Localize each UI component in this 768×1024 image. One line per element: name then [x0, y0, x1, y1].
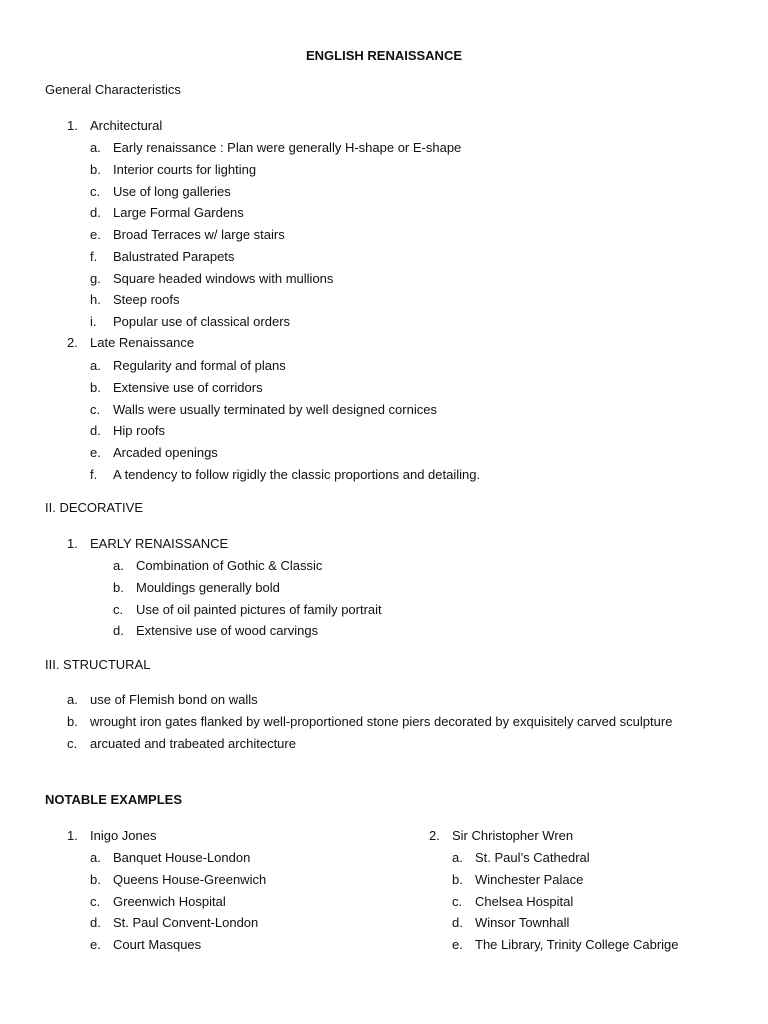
list-number: 1.	[67, 536, 78, 551]
list-marker: e.	[452, 937, 463, 953]
list-marker: a.	[452, 850, 463, 865]
list-item	[0, 226, 768, 244]
list-item-text: Interior courts for lighting	[113, 161, 257, 177]
list-item	[0, 270, 768, 288]
list-item-text: Steep roofs	[113, 292, 180, 308]
list-marker: e.	[90, 937, 101, 953]
list-item	[0, 313, 768, 331]
inigo-jones-item	[0, 827, 384, 845]
list-item	[0, 557, 768, 575]
list-marker: a.	[113, 558, 124, 573]
list-item	[0, 139, 768, 157]
list-item	[0, 204, 768, 222]
list-marker: b.	[90, 161, 101, 177]
list-item-text: Court Masques	[113, 937, 202, 953]
list-marker: g.	[90, 270, 101, 286]
list-marker: f.	[90, 248, 98, 264]
list-marker: a.	[67, 692, 78, 707]
list-marker: h.	[90, 292, 101, 308]
list-item	[0, 871, 768, 889]
list-item	[0, 735, 768, 753]
christopher-wren-item	[384, 827, 768, 845]
list-item-text: Balustrated Parapets	[113, 248, 235, 264]
list-number: 1.	[67, 828, 78, 843]
list-item	[0, 713, 768, 731]
list-item-text: Mouldings generally bold	[136, 579, 280, 595]
list-marker: b.	[113, 579, 124, 595]
list-item-text: Arcaded openings	[113, 445, 218, 461]
list-item-label: EARLY RENAISSANCE	[90, 536, 229, 551]
list-marker: e.	[90, 227, 101, 242]
list-marker: b.	[90, 379, 101, 395]
general-characteristics-heading: General Characteristics	[45, 82, 181, 97]
list-item-text: Square headed windows with mullions	[113, 270, 334, 286]
list-item	[0, 849, 768, 867]
list-item-text: Large Formal Gardens	[113, 205, 244, 221]
list-marker: d.	[113, 623, 124, 639]
list-item-text: Use of long galleries	[113, 183, 231, 199]
list-item	[0, 161, 768, 179]
list-item	[0, 379, 768, 397]
list-marker: i.	[90, 314, 97, 329]
list-item-text: The Library, Trinity College Cabrige	[475, 937, 679, 953]
list-item	[0, 914, 768, 932]
list-item-text: Chelsea Hospital	[475, 893, 574, 909]
list-item-label: Sir Christopher Wren	[452, 828, 574, 843]
list-marker: a.	[90, 850, 101, 865]
list-item-text: Greenwich Hospital	[113, 893, 226, 909]
list-marker: c.	[90, 401, 101, 417]
list-item	[0, 248, 768, 266]
list-item-label: Inigo Jones	[90, 828, 157, 843]
list-item-text: Banquet House-London	[113, 850, 251, 865]
list-item-label: Late Renaissance	[90, 335, 195, 350]
list-item-label: Architectural	[90, 118, 163, 133]
notable-examples-heading: NOTABLE EXAMPLES	[45, 792, 182, 807]
list-item-text: wrought iron gates flanked by well-proportioned stone piers decorated by exquisitely carved sculpture	[90, 713, 673, 729]
list-item	[0, 622, 768, 640]
list-item-text: St. Paul Convent-London	[113, 915, 259, 931]
decorative-heading: II. DECORATIVE	[45, 500, 143, 515]
list-marker: c.	[67, 735, 78, 751]
list-marker: a.	[90, 140, 101, 155]
list-marker: c.	[452, 893, 463, 909]
list-item-text: A tendency to follow rigidly the classic proportions and detailing.	[113, 467, 481, 482]
list-number: 2.	[67, 335, 78, 350]
list-marker: f.	[90, 467, 98, 482]
list-item-text: Winsor Townhall	[475, 915, 570, 931]
list-item	[0, 291, 768, 309]
list-number: 2.	[429, 828, 440, 843]
list-item-text: St. Paul’s Cathedral	[475, 850, 590, 865]
list-marker: b.	[67, 713, 78, 729]
list-marker: b.	[452, 871, 463, 887]
list-item-text: use of Flemish bond on walls	[90, 692, 258, 707]
list-item-text: Extensive use of corridors	[113, 379, 263, 395]
structural-heading: III. STRUCTURAL	[45, 657, 151, 672]
list-item-text: Extensive use of wood carvings	[136, 623, 319, 639]
list-marker: c.	[90, 893, 101, 909]
list-marker: d.	[452, 915, 463, 931]
list-marker: d.	[90, 205, 101, 221]
list-item	[0, 601, 768, 619]
list-marker: c.	[90, 183, 101, 199]
list-item-text: Walls were usually terminated by well designed cornices	[113, 401, 437, 417]
list-item-text: arcuated and trabeated architecture	[90, 735, 296, 751]
document-title: ENGLISH RENAISSANCE	[305, 48, 463, 63]
list-marker: b.	[90, 871, 101, 887]
list-item	[0, 444, 768, 462]
late-renaissance-item	[0, 334, 768, 352]
list-item	[0, 936, 768, 954]
list-item-text: Winchester Palace	[475, 871, 584, 887]
list-item	[0, 357, 768, 375]
list-item-text: Early renaissance : Plan were generally H-shape or E-shape	[113, 140, 462, 155]
list-item-text: Use of oil painted pictures of family portrait	[136, 601, 382, 617]
list-item	[0, 466, 768, 484]
list-item-text: Combination of Gothic & Classic	[136, 558, 323, 573]
list-item	[0, 893, 768, 911]
list-item	[0, 401, 768, 419]
list-item-text: Regularity and formal of plans	[113, 358, 286, 373]
list-item	[0, 691, 768, 709]
list-number: 1.	[67, 118, 78, 133]
list-item-text: Popular use of classical orders	[113, 314, 291, 329]
architectural-item	[0, 117, 768, 135]
list-item-text: Queens House-Greenwich	[113, 871, 267, 887]
list-item-text: Broad Terraces w/ large stairs	[113, 227, 285, 242]
list-item	[0, 579, 768, 597]
list-marker: d.	[90, 423, 101, 439]
list-marker: d.	[90, 915, 101, 931]
list-marker: c.	[113, 601, 124, 617]
list-marker: e.	[90, 445, 101, 461]
list-item	[0, 183, 768, 201]
list-item	[0, 422, 768, 440]
early-renaissance-item	[0, 535, 768, 553]
list-item-text: Hip roofs	[113, 423, 166, 439]
list-marker: a.	[90, 358, 101, 373]
